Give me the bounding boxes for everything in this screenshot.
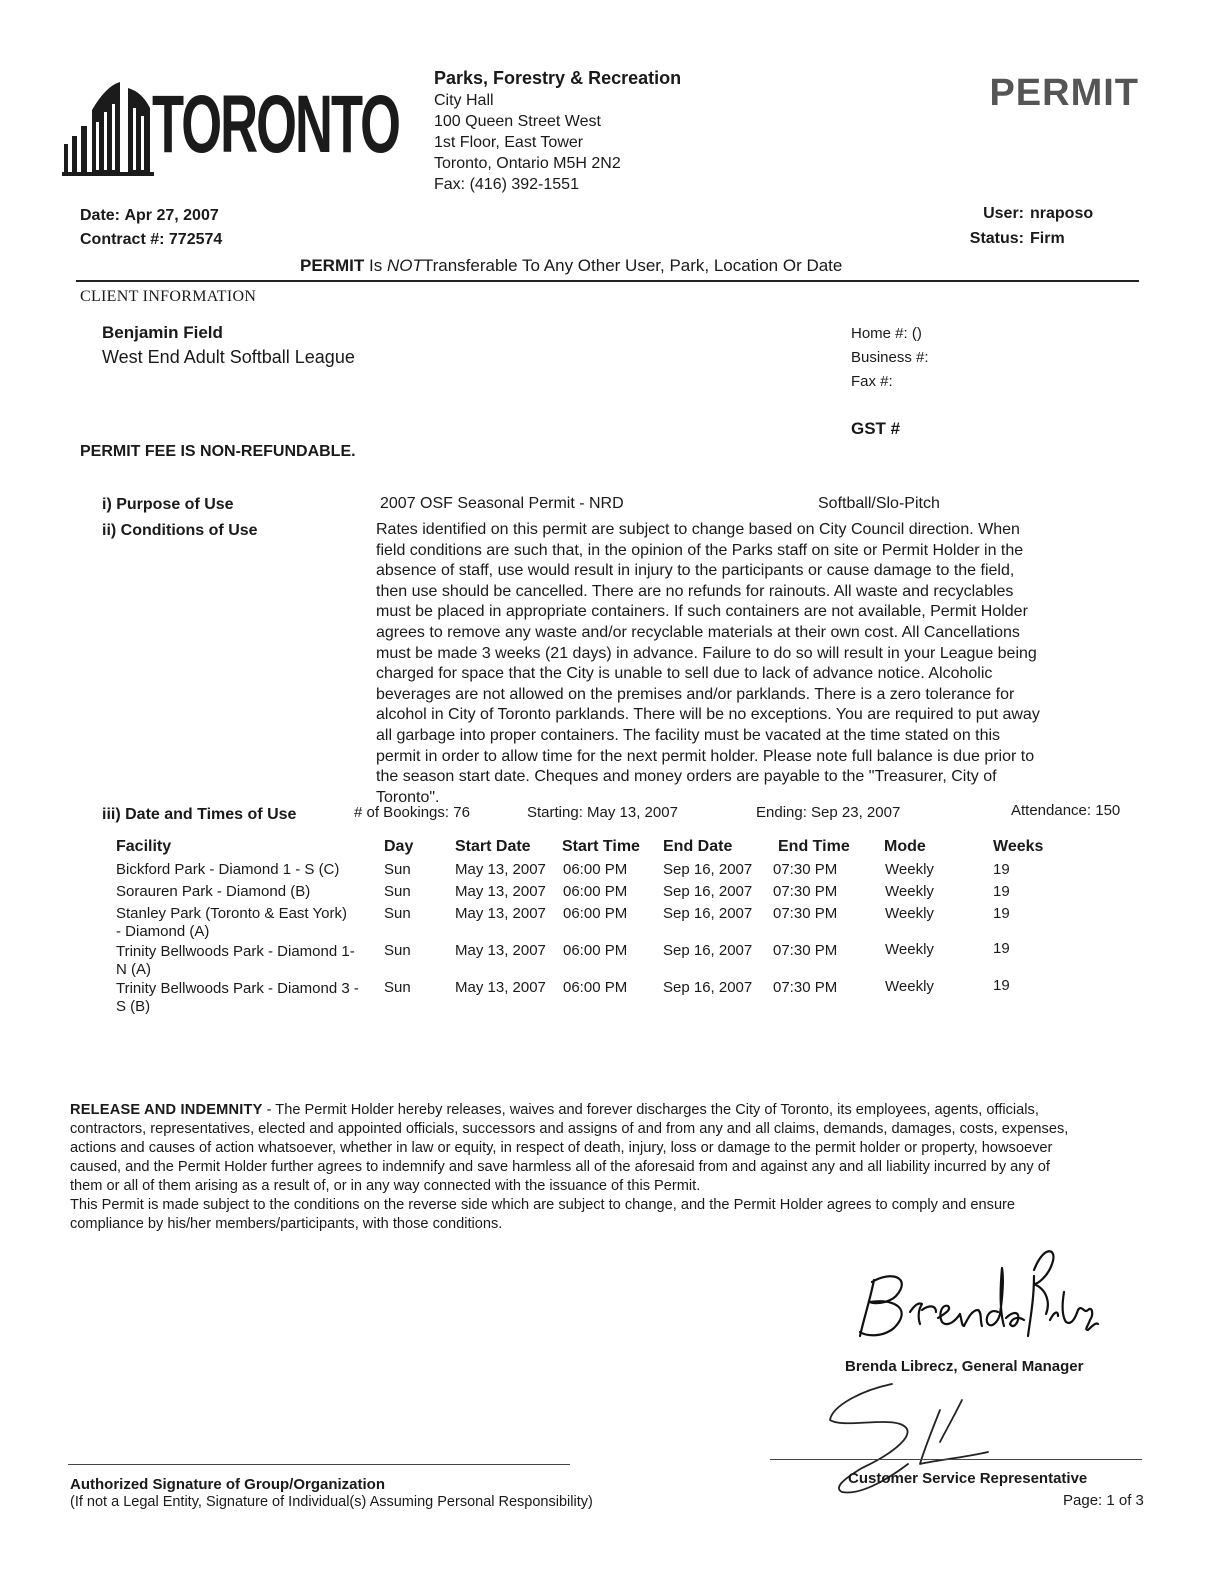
conditions-line: Toronto". xyxy=(376,788,440,806)
transfer-notice-lead: PERMIT xyxy=(300,256,365,275)
end-time-cell: 07:30 PM xyxy=(773,861,838,878)
authorized-signature-line xyxy=(68,1464,570,1465)
fee-notice: PERMIT FEE IS NON-REFUNDABLE. xyxy=(80,443,356,460)
release-line: compliance by his/her members/participants, with those conditions. xyxy=(70,1216,503,1232)
address-line: Toronto, Ontario M5H 2N2 xyxy=(434,155,621,172)
weeks-cell: 19 xyxy=(993,883,1010,900)
authorized-signature-note: (If not a Legal Entity, Signature of Individual(s) Assuming Personal Responsibility) xyxy=(70,1494,593,1510)
release-line: them or all of them arising as a result of, or in any way connected with the issuance of this Permit. xyxy=(70,1178,701,1194)
weeks-cell: 19 xyxy=(993,861,1010,878)
start-date-cell: May 13, 2007 xyxy=(455,942,546,959)
start-time-cell: 06:00 PM xyxy=(563,942,628,959)
csr-title: Customer Service Representative xyxy=(848,1470,1088,1487)
dates-label: iii) Date and Times of Use xyxy=(102,806,297,823)
release-line: contractors, representatives, elected and appointed officials, successors and assigns of and from any and all claims, demands, damages, costs, expenses, xyxy=(70,1121,1069,1137)
col-header-end-date: End Date xyxy=(663,838,733,855)
conditions-line: the season start date. Cheques and money orders are payable to the "Treasurer, City of xyxy=(376,768,997,786)
release-line: actions and causes of action whatsoever, whether in law or equity, in respect of death, injury, loss or damage to the permit holder or property, howsoever xyxy=(70,1140,1053,1156)
user-status-block xyxy=(966,201,1093,251)
city-hall-towers-icon xyxy=(62,82,154,176)
start-date-cell: May 13, 2007 xyxy=(455,883,546,900)
conditions-label: ii) Conditions of Use xyxy=(102,522,258,539)
col-header-day: Day xyxy=(384,838,414,855)
department-name: Parks, Forestry & Recreation xyxy=(434,68,682,88)
status-label: Status: xyxy=(969,230,1024,247)
conditions-line: then use should be cancelled. There are no refunds for rainouts. All waste and recyclables xyxy=(376,582,1014,600)
start-time-cell: 06:00 PM xyxy=(563,905,628,922)
transfer-notice-not: NOT xyxy=(386,256,423,275)
bookings-count: # of Bookings: 76 xyxy=(354,804,470,821)
conditions-line: Rates identified on this permit are subject to change based on City Council direction. When xyxy=(376,521,1020,538)
end-time-cell: 07:30 PM xyxy=(773,942,838,959)
attendance: Attendance: 150 xyxy=(1011,802,1121,819)
business-phone: Business #: xyxy=(851,349,929,366)
end-date-cell: Sep 16, 2007 xyxy=(663,861,753,878)
day-cell: Sun xyxy=(384,861,411,878)
facility-cell: Trinity Bellwoods Park - Diamond 1- N (A) xyxy=(116,943,355,978)
manager-signature xyxy=(852,1240,1102,1350)
conditions-line: field conditions are such that, in the opinion of the Parks staff on site or Permit Holder in the xyxy=(376,541,1024,559)
conditions-line: permit in order to allow time for the next permit holder. Please note full balance is due prior to xyxy=(376,747,1035,765)
fax-number: Fax #: xyxy=(851,373,893,390)
end-time-cell: 07:30 PM xyxy=(773,979,838,996)
col-header-start-time: Start Time xyxy=(562,838,640,855)
weeks-cell: 19 xyxy=(993,905,1010,922)
start-date: Starting: May 13, 2007 xyxy=(527,804,678,821)
start-time-cell: 06:00 PM xyxy=(563,883,628,900)
col-header-mode: Mode xyxy=(884,838,926,855)
client-section-label: CLIENT INFORMATION xyxy=(80,288,257,305)
release-line: caused, and the Permit Holder further agrees to indemnify and save harmless all of the aforesaid from and against any and all liability incurred by any of xyxy=(70,1159,1050,1175)
conditions-line: charged for space that the City is unable to sell due to lack of advance notice. Alcoholic xyxy=(376,665,993,683)
facility-cell: Bickford Park - Diamond 1 - S (C) xyxy=(116,861,340,878)
end-time-cell: 07:30 PM xyxy=(773,883,838,900)
mode-cell: Weekly xyxy=(885,861,934,878)
transfer-notice xyxy=(300,256,842,276)
purpose-activity: Softball/Slo-Pitch xyxy=(818,495,940,512)
conditions-text xyxy=(376,520,1130,808)
client-organization: West End Adult Softball League xyxy=(102,347,355,367)
header-divider xyxy=(76,280,1139,282)
facility-cell: Trinity Bellwoods Park - Diamond 3 - S (B) xyxy=(116,980,359,1015)
user-label: User: xyxy=(983,205,1024,222)
conditions-line: all garbage into proper containers. The facility must be vacated at the time stated on this xyxy=(376,726,1001,744)
transfer-notice-is: Is xyxy=(368,256,383,275)
day-cell: Sun xyxy=(384,905,411,922)
mode-cell: Weekly xyxy=(885,883,934,900)
start-date-cell: May 13, 2007 xyxy=(455,861,546,878)
conditions-line: must be made 3 weeks (21 days) in advance. Failure to do so will result in your League being xyxy=(376,644,1037,662)
conditions-line: absence of staff, use would result in injury to the participants or cause damage to the field, xyxy=(376,562,1015,580)
conditions-line: beverages are not allowed on the premises and/or parklands. There is a zero tolerance for xyxy=(376,685,1015,703)
day-cell: Sun xyxy=(384,979,411,996)
end-time-cell: 07:30 PM xyxy=(773,905,838,922)
mode-cell: Weekly xyxy=(885,941,934,958)
contract-label: Contract #: xyxy=(80,231,165,248)
start-time-cell: 06:00 PM xyxy=(563,861,628,878)
end-date-cell: Sep 16, 2007 xyxy=(663,905,753,922)
manager-title: Brenda Librecz, General Manager xyxy=(845,1358,1084,1375)
mode-cell: Weekly xyxy=(885,905,934,922)
logo-wordmark: TORONTO xyxy=(152,79,400,170)
weeks-cell: 19 xyxy=(993,977,1010,994)
end-date-cell: Sep 16, 2007 xyxy=(663,883,753,900)
date-contract-block xyxy=(80,204,222,252)
weeks-cell: 19 xyxy=(993,940,1010,957)
end-date-cell: Sep 16, 2007 xyxy=(663,942,753,959)
purpose-value: 2007 OSF Seasonal Permit - NRD xyxy=(380,495,624,512)
address-line: 100 Queen Street West xyxy=(434,113,601,130)
release-heading: RELEASE AND INDEMNITY xyxy=(70,1102,263,1118)
release-line: This Permit is made subject to the conditions on the reverse side which are subject to change, and the Permit Holder agrees to comply and ensure xyxy=(70,1197,1016,1213)
address-line: 1st Floor, East Tower xyxy=(434,134,584,151)
release-indemnity xyxy=(70,1101,1150,1234)
contract-value: 772574 xyxy=(168,231,223,248)
col-header-start-date: Start Date xyxy=(455,838,531,855)
address-line: Fax: (416) 392-1551 xyxy=(434,176,579,193)
end-date: Ending: Sep 23, 2007 xyxy=(756,804,901,821)
day-cell: Sun xyxy=(384,942,411,959)
start-time-cell: 06:00 PM xyxy=(563,979,628,996)
transfer-notice-rest: Transferable To Any Other User, Park, Location Or Date xyxy=(422,256,843,275)
col-header-weeks: Weeks xyxy=(993,838,1044,855)
facility-cell: Stanley Park (Toronto & East York) - Diamond (A) xyxy=(116,905,347,940)
home-phone: Home #: () xyxy=(851,325,922,342)
start-date-cell: May 13, 2007 xyxy=(455,979,546,996)
conditions-line: alcohol in City of Toronto parklands. There will be no exceptions. You are required to put away xyxy=(376,706,1040,724)
client-name: Benjamin Field xyxy=(102,323,223,342)
col-header-facility: Facility xyxy=(116,838,172,855)
facility-cell: Sorauren Park - Diamond (B) xyxy=(116,883,311,900)
purpose-label: i) Purpose of Use xyxy=(102,496,234,513)
document-title: PERMIT xyxy=(989,72,1139,114)
address-line: City Hall xyxy=(434,92,494,109)
end-date-cell: Sep 16, 2007 xyxy=(663,979,753,996)
date-value: Apr 27, 2007 xyxy=(124,207,219,224)
gst-number: GST # xyxy=(851,419,901,438)
client-contact xyxy=(851,322,929,394)
date-label: Date: xyxy=(80,207,121,224)
csr-signature-line xyxy=(770,1459,1142,1460)
status-value: Firm xyxy=(1030,230,1065,247)
start-date-cell: May 13, 2007 xyxy=(455,905,546,922)
department-address xyxy=(434,68,681,195)
day-cell: Sun xyxy=(384,883,411,900)
release-line: - The Permit Holder hereby releases, waives and forever discharges the City of Toronto, its employees, agents, officials, xyxy=(262,1102,1039,1118)
conditions-line: must be placed in appropriate containers. If such containers are not available, Permit Holder xyxy=(376,603,1028,621)
page-number: Page: 1 of 3 xyxy=(1063,1492,1144,1509)
mode-cell: Weekly xyxy=(885,978,934,995)
col-header-end-time: End Time xyxy=(778,838,850,855)
conditions-line: agrees to remove any waste and/or recyclable materials at their own cost. All Cancellations xyxy=(376,623,1020,641)
user-value: nraposo xyxy=(1030,205,1094,222)
authorized-signature-title: Authorized Signature of Group/Organization xyxy=(70,1476,385,1493)
